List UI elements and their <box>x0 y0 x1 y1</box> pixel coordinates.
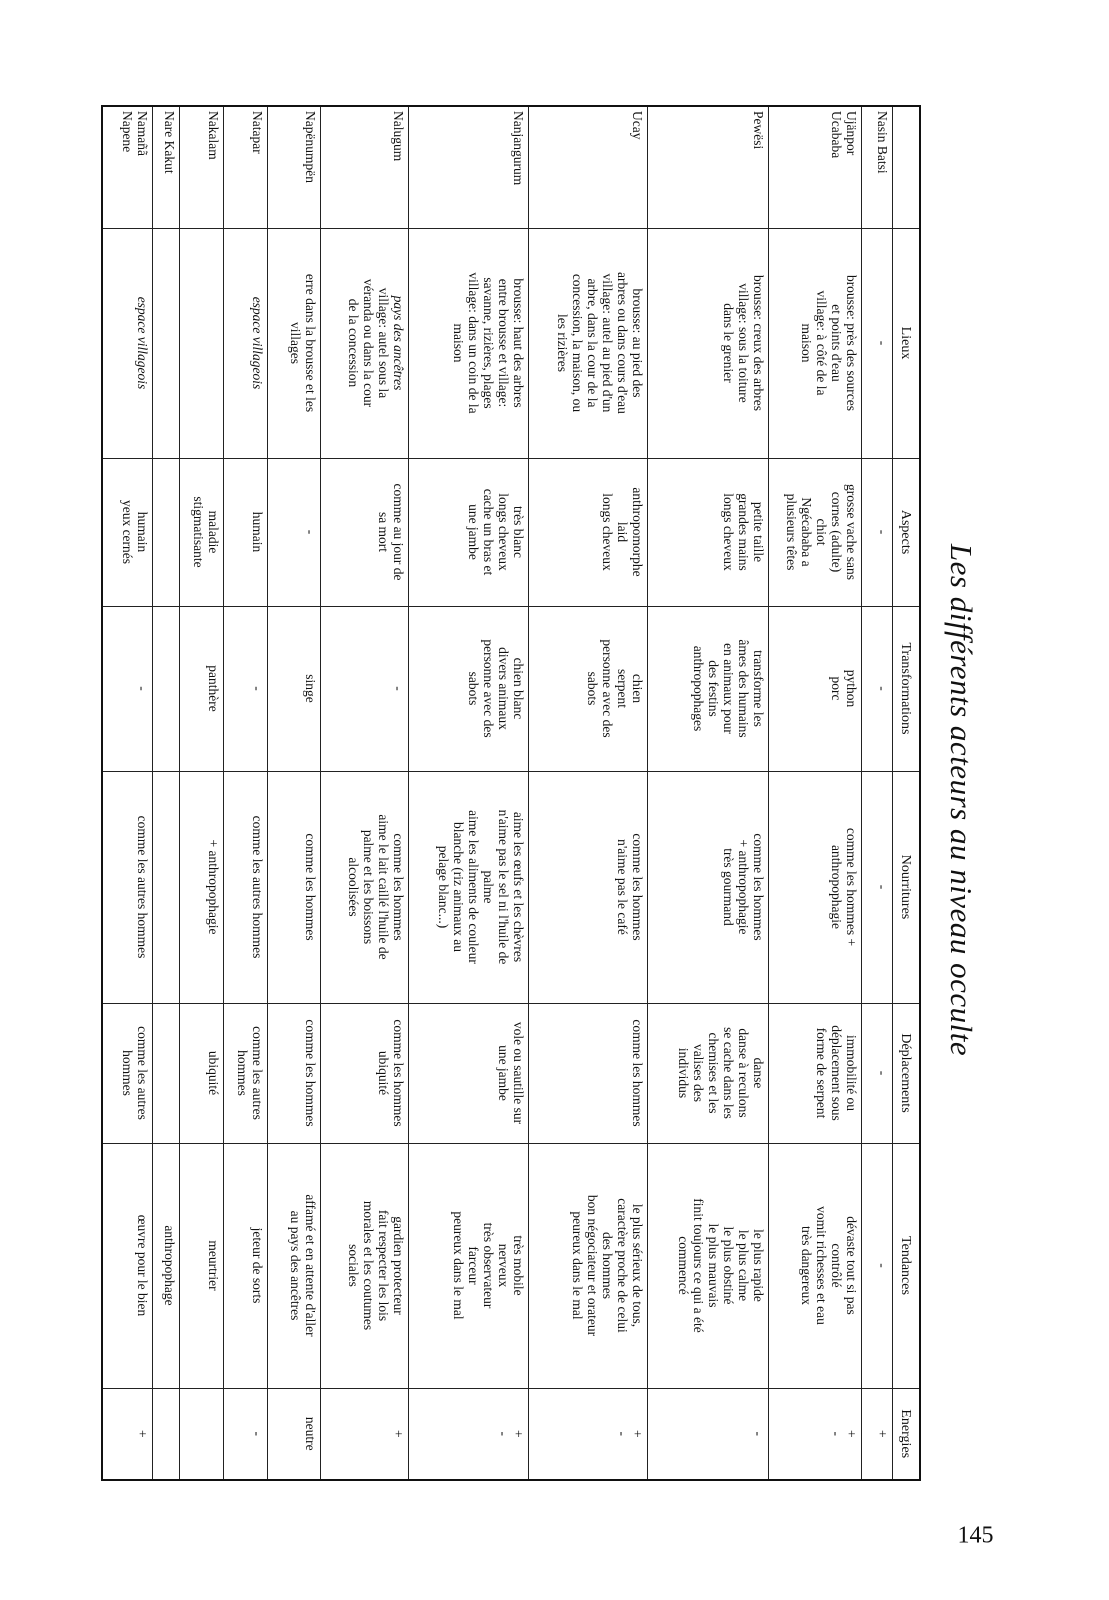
column-header-energies: Energies <box>893 1388 921 1480</box>
cell-aspects <box>152 458 179 606</box>
energies-line: - <box>828 1431 844 1436</box>
cell-energies <box>320 1388 408 1480</box>
deplacements-line: déplacement sous <box>828 1025 844 1121</box>
aspects-line: très blanc <box>511 505 527 559</box>
cell-nourritures <box>268 771 320 1003</box>
nourritures-line: très gourmand <box>721 848 737 926</box>
transformations-line: - <box>134 686 150 691</box>
cell-lieux <box>861 228 892 458</box>
deplacements-line: comme les hommes <box>629 1019 645 1127</box>
table-row <box>268 106 320 1480</box>
name-line: Nalugum <box>390 111 406 162</box>
nourritures-line: palme <box>481 870 497 904</box>
cell-transformations <box>224 606 268 771</box>
nourritures-line: comme les autres hommes <box>250 815 266 959</box>
cell-tendances <box>320 1143 408 1388</box>
tendances-line: dévaste tout si pas <box>843 1216 859 1315</box>
header-row <box>893 106 921 1480</box>
nourritures-line: comme les hommes <box>629 833 645 941</box>
aspects-line: cornes (adulte) <box>828 491 844 573</box>
aspects-line: chiot <box>813 518 829 546</box>
energies-line: - <box>496 1431 512 1436</box>
transformations-line: porc <box>828 676 844 701</box>
cell-transformations <box>180 606 224 771</box>
nourritures-line: alcoolisées <box>345 857 361 917</box>
tendances-line: le plus sérieux de tous, <box>629 1203 645 1328</box>
aspects-line: comme au jour de <box>390 483 406 581</box>
cell-tendances <box>861 1143 892 1388</box>
table-row <box>769 106 861 1480</box>
cell-nourritures <box>861 771 892 1003</box>
deplacements-line: comme les autres <box>250 1026 266 1120</box>
tendances-line: très mobile <box>511 1235 527 1296</box>
cell-nourritures <box>769 771 861 1003</box>
deplacements-line: forme de serpent <box>813 1027 829 1119</box>
cell-nourritures <box>180 771 224 1003</box>
energies-line: + <box>629 1429 645 1438</box>
name-line: Ujänpor <box>843 111 859 156</box>
lieux-line: pays des ancêtres <box>390 295 406 391</box>
tendances-line: vomit richesses et eau <box>813 1206 829 1325</box>
cell-transformations <box>769 606 861 771</box>
energies-line: + <box>134 1429 150 1438</box>
table-row <box>529 106 647 1480</box>
cell-lieux <box>152 228 179 458</box>
nourritures-line: comme les hommes + <box>843 827 859 947</box>
cell-lieux <box>769 228 861 458</box>
aspects-line: humain <box>250 511 266 553</box>
deplacements-line: danse <box>751 1057 767 1089</box>
cell-deplacements <box>152 1003 179 1143</box>
cell-name <box>769 106 861 228</box>
table-row <box>647 106 769 1480</box>
cell-aspects <box>408 458 529 606</box>
column-header-nourritures: Nourritures <box>893 771 921 1003</box>
lieux-line: arbres ou dans cours d'eau <box>614 272 630 414</box>
aspects-line: longs cheveux <box>721 493 737 571</box>
cell-energies <box>861 1388 892 1480</box>
tendances-line: nerveux <box>496 1243 512 1288</box>
cell-energies <box>268 1388 320 1480</box>
cell-energies <box>529 1388 647 1480</box>
tendances-line: anthropophage <box>162 1225 178 1306</box>
cell-deplacements <box>647 1003 769 1143</box>
tendances-line: peureux dans le mal <box>451 1211 467 1320</box>
tendances-line: bon négociateur et orateur <box>584 1194 600 1337</box>
aspects-line: grosse vache sans <box>843 484 859 580</box>
cell-deplacements <box>408 1003 529 1143</box>
cell-lieux <box>529 228 647 458</box>
tendances-line: gardien protecteur <box>390 1216 406 1315</box>
transformations-line: divers animaux <box>496 647 512 730</box>
transformations-line: personne avec des <box>599 639 615 738</box>
cell-name <box>102 106 152 228</box>
tendances-line: morales et les coutumes <box>360 1200 376 1331</box>
table-body <box>102 106 893 1480</box>
tendances-line: contrôlé <box>828 1243 844 1288</box>
name-line: Pewësi <box>751 111 767 150</box>
table-row <box>408 106 529 1480</box>
cell-lieux <box>268 228 320 458</box>
aspects-line: - <box>302 529 318 535</box>
tendances-line: au pays des ancêtres <box>287 1210 303 1321</box>
cell-energies <box>152 1388 179 1480</box>
transformations-line: - <box>390 686 406 691</box>
cell-nourritures <box>320 771 408 1003</box>
cell-lieux <box>102 228 152 458</box>
aspects-line: humain <box>134 511 150 553</box>
occult-actors-table <box>101 105 921 1481</box>
aspects-line: sa mort <box>375 511 391 553</box>
name-line: Napënumpën <box>302 111 318 183</box>
nourritures-line: comme les hommes <box>390 833 406 941</box>
cell-lieux <box>224 228 268 458</box>
cell-name <box>861 106 892 228</box>
aspects-line: grandes mains <box>736 493 752 571</box>
name-line: Nanjangurum <box>511 111 527 186</box>
lieux-line: - <box>875 340 890 346</box>
transformations-line: transforme les <box>751 650 767 727</box>
cell-transformations <box>647 606 769 771</box>
energies-line: + <box>843 1429 859 1438</box>
lieux-line: espace villageois <box>250 296 266 390</box>
nourritures-line: pelage blanc...) <box>436 845 452 929</box>
cell-aspects <box>102 458 152 606</box>
nourritures-line: + anthropophagie <box>206 839 222 935</box>
deplacements-line: danse à reculons <box>736 1028 752 1118</box>
cell-tendances <box>180 1143 224 1388</box>
tendances-line: - <box>875 1263 890 1268</box>
cell-energies <box>647 1388 769 1480</box>
table-row <box>180 106 224 1480</box>
tendances-line: fait respecter les lois <box>375 1209 391 1322</box>
table-row <box>102 106 152 1480</box>
aspects-line: stigmatisante <box>191 496 207 568</box>
lieux-line: brousse: au pied des <box>629 288 645 398</box>
energies-line: - <box>614 1431 630 1436</box>
tendances-line: jeteur de sorts <box>250 1227 266 1304</box>
lieux-line: maison <box>798 323 814 363</box>
cell-lieux <box>320 228 408 458</box>
tendances-line: œuvre pour le bien <box>134 1214 150 1317</box>
cell-aspects <box>224 458 268 606</box>
cell-lieux <box>408 228 529 458</box>
deplacements-line: ubiquité <box>375 1050 391 1096</box>
aspects-line: Ngécababa a <box>798 497 814 567</box>
nourritures-line: aime les aliments de couleur <box>466 810 482 964</box>
name-line: Nakalam <box>206 111 222 160</box>
transformations-line: sabots <box>466 671 482 706</box>
cell-name <box>180 106 224 228</box>
tendances-line: des hommes <box>599 1231 615 1300</box>
lieux-line: dans le grenier <box>721 303 737 383</box>
tendances-line: très observateur <box>481 1222 497 1309</box>
cell-deplacements <box>861 1003 892 1143</box>
deplacements-line: comme les hommes <box>390 1019 406 1127</box>
nourritures-line: + anthropophagie <box>736 839 752 935</box>
cell-name <box>268 106 320 228</box>
column-header-aspects: Aspects <box>893 458 921 606</box>
aspects-line: maladie <box>206 510 222 554</box>
cell-energies <box>102 1388 152 1480</box>
aspects-line: une jambe <box>466 504 482 560</box>
lieux-line: village: dans un coin de la <box>466 272 482 414</box>
nourritures-line: comme les hommes <box>302 833 318 941</box>
name-line: Namañã <box>134 111 150 156</box>
cell-aspects <box>647 458 769 606</box>
deplacements-line: chemises et les <box>706 1032 722 1114</box>
deplacements-line: immobilité ou <box>843 1034 859 1112</box>
column-header-lieux: Lieux <box>893 228 921 458</box>
transformations-line: des festins <box>706 660 722 717</box>
aspects-line: laid <box>614 521 630 543</box>
cell-tendances <box>529 1143 647 1388</box>
aspects-line: petite taille <box>751 501 767 563</box>
deplacements-line: comme les hommes <box>302 1019 318 1127</box>
deplacements-line: comme les autres <box>134 1026 150 1120</box>
table-row <box>224 106 268 1480</box>
nourritures-line: n'aime pas le café <box>614 839 630 935</box>
name-line: Nasin Batsi <box>875 111 890 174</box>
nourritures-line: aime le lait caillé l'huile de <box>375 814 391 960</box>
cell-deplacements <box>769 1003 861 1143</box>
transformations-line: anthropophages <box>691 645 707 732</box>
deplacements-line: hommes <box>235 1050 251 1096</box>
cell-transformations <box>320 606 408 771</box>
lieux-line: village: autel au pied d'un <box>599 273 615 413</box>
transformations-line: - <box>875 686 890 691</box>
cell-name <box>320 106 408 228</box>
column-header-transformations: Transformations <box>893 606 921 771</box>
deplacements-line: se cache dans les <box>721 1027 737 1119</box>
lieux-line: brousse: près des sources <box>843 274 859 412</box>
lieux-line: et points d'eau <box>828 304 844 382</box>
energies-line: - <box>250 1431 266 1436</box>
aspects-line: anthropomorphe <box>629 487 645 577</box>
lieux-line: brousse: creux des arbres <box>751 274 767 412</box>
cell-transformations <box>408 606 529 771</box>
cell-deplacements <box>102 1003 152 1143</box>
transformations-line: en animaux pour <box>721 643 737 734</box>
aspects-line: cache un bras et <box>481 488 497 576</box>
aspects-line: plusieurs têtes <box>783 493 799 571</box>
lieux-line: concession, la maison, ou <box>569 273 585 413</box>
aspects-line: - <box>875 529 890 535</box>
name-line: Ucababa <box>828 111 844 159</box>
nourritures-line: - <box>875 884 890 890</box>
transformations-line: python <box>843 669 859 708</box>
cell-name <box>529 106 647 228</box>
lieux-line: arbre, dans la cour de la <box>584 278 600 408</box>
tendances-line: finit toujours ce qui a été <box>691 1198 707 1333</box>
transformations-line: personne avec des <box>481 639 497 738</box>
cell-aspects <box>529 458 647 606</box>
cell-deplacements <box>180 1003 224 1143</box>
table-container <box>101 105 921 1479</box>
cell-energies <box>224 1388 268 1480</box>
lieux-line: village: à côté de la <box>813 290 829 396</box>
name-line: Napene <box>119 111 135 153</box>
deplacements-line: une jambe <box>496 1045 512 1101</box>
lieux-line: village: sous la toiture <box>736 283 752 403</box>
lieux-line: village: autel sous la <box>375 287 391 399</box>
nourritures-line: comme les hommes <box>751 833 767 941</box>
cell-name <box>647 106 769 228</box>
transformations-line: sabots <box>584 671 600 706</box>
tendances-line: le plus rapide <box>751 1229 767 1302</box>
cell-tendances <box>408 1143 529 1388</box>
lieux-line: de la concession <box>345 298 361 388</box>
lieux-line: véranda ou dans la cour <box>360 278 376 408</box>
energies-line: + <box>390 1429 406 1438</box>
transformations-line: âmes des humains <box>736 639 752 738</box>
nourritures-line: aime les œufs et les chèvres <box>511 811 527 963</box>
lieux-line: entre brousse et village: <box>496 278 512 408</box>
cell-energies <box>408 1388 529 1480</box>
deplacements-line: hommes <box>119 1050 135 1096</box>
transformations-line: panthère <box>206 665 222 712</box>
nourritures-line: anthropophagie <box>828 845 844 929</box>
name-line: Ucay <box>629 111 645 140</box>
cell-tendances <box>769 1143 861 1388</box>
tendances-line: caractère proche de celui <box>614 1198 630 1333</box>
cell-aspects <box>180 458 224 606</box>
lieux-line: villages <box>287 322 303 364</box>
cell-transformations <box>152 606 179 771</box>
cell-tendances <box>102 1143 152 1388</box>
cell-name <box>408 106 529 228</box>
deplacements-line: vole ou sautille sur <box>511 1021 527 1125</box>
aspects-line: longs cheveux <box>599 493 615 571</box>
tendances-line: sociales <box>345 1244 361 1287</box>
cell-deplacements <box>320 1003 408 1143</box>
deplacements-line: individus <box>676 1047 692 1099</box>
tendances-line: le plus obstiné <box>721 1226 737 1305</box>
cell-aspects <box>320 458 408 606</box>
cell-deplacements <box>268 1003 320 1143</box>
tendances-line: affamé et en attente d'aller <box>302 1194 318 1337</box>
deplacements-line: - <box>875 1070 890 1076</box>
cell-lieux <box>180 228 224 458</box>
tendances-line: très dangereux <box>798 1225 814 1306</box>
cell-transformations <box>529 606 647 771</box>
column-header-deplacements: Déplacements <box>893 1003 921 1143</box>
cell-nourritures <box>647 771 769 1003</box>
aspects-line: longs cheveux <box>496 493 512 571</box>
cell-nourritures <box>529 771 647 1003</box>
energies-line: - <box>751 1431 767 1436</box>
energies-line: + <box>875 1429 890 1438</box>
tendances-line: meurtrier <box>206 1240 222 1291</box>
cell-deplacements <box>529 1003 647 1143</box>
cell-nourritures <box>408 771 529 1003</box>
cell-aspects <box>769 458 861 606</box>
deplacements-line: valises des <box>691 1043 707 1103</box>
cell-name <box>152 106 179 228</box>
cell-deplacements <box>224 1003 268 1143</box>
lieux-line: maison <box>451 323 467 363</box>
lieux-line: erre dans la brousse et les <box>302 273 318 413</box>
table-row <box>320 106 408 1480</box>
transformations-line: chien blanc <box>511 657 527 720</box>
table-row <box>861 106 892 1480</box>
cell-transformations <box>268 606 320 771</box>
tendances-line: peureux dans le mal <box>569 1211 585 1320</box>
lieux-line: les rizières <box>554 313 570 373</box>
cell-tendances <box>152 1143 179 1388</box>
lieux-line: savanne, rizières, plages <box>481 277 497 409</box>
lieux-line: espace villageois <box>134 296 150 390</box>
tendances-line: farceur <box>466 1246 482 1285</box>
lieux-line: brousse: haut des arbres <box>511 278 527 408</box>
column-header-name <box>893 106 921 228</box>
nourritures-line: palme et les boissons <box>360 829 376 945</box>
cell-tendances <box>224 1143 268 1388</box>
deplacements-line: ubiquité <box>206 1050 222 1096</box>
cell-tendances <box>268 1143 320 1388</box>
cell-tendances <box>647 1143 769 1388</box>
cell-energies <box>180 1388 224 1480</box>
cell-nourritures <box>224 771 268 1003</box>
aspects-line: yeux cernés <box>119 499 135 565</box>
transformations-line: serpent <box>614 669 630 708</box>
energies-line: neutre <box>302 1416 318 1451</box>
cell-name <box>224 106 268 228</box>
nourritures-line: comme les autres hommes <box>134 815 150 959</box>
nourritures-line: blanche (riz animaux au <box>451 821 467 953</box>
cell-nourritures <box>152 771 179 1003</box>
page-title: Les différents acteurs au niveau occulte <box>944 543 979 1057</box>
transformations-line: chien <box>629 673 645 704</box>
cell-transformations <box>861 606 892 771</box>
energies-line: + <box>511 1429 527 1438</box>
name-line: Natapar <box>250 111 266 154</box>
tendances-line: le plus calme <box>736 1229 752 1302</box>
tendances-line: commencé <box>676 1236 692 1295</box>
cell-lieux <box>647 228 769 458</box>
transformations-line: - <box>250 686 266 691</box>
nourritures-line: n'aime pas le sel ni l'huile de <box>496 809 512 965</box>
page-number: 145 <box>957 1522 994 1549</box>
cell-nourritures <box>102 771 152 1003</box>
cell-energies <box>769 1388 861 1480</box>
cell-transformations <box>102 606 152 771</box>
column-header-tendances: Tendances <box>893 1143 921 1388</box>
table-row <box>152 106 179 1480</box>
cell-aspects <box>268 458 320 606</box>
name-line: Nare Kakut <box>162 111 178 174</box>
transformations-line: singe <box>302 674 318 703</box>
tendances-line: le plus mauvais <box>706 1223 722 1308</box>
cell-aspects <box>861 458 892 606</box>
